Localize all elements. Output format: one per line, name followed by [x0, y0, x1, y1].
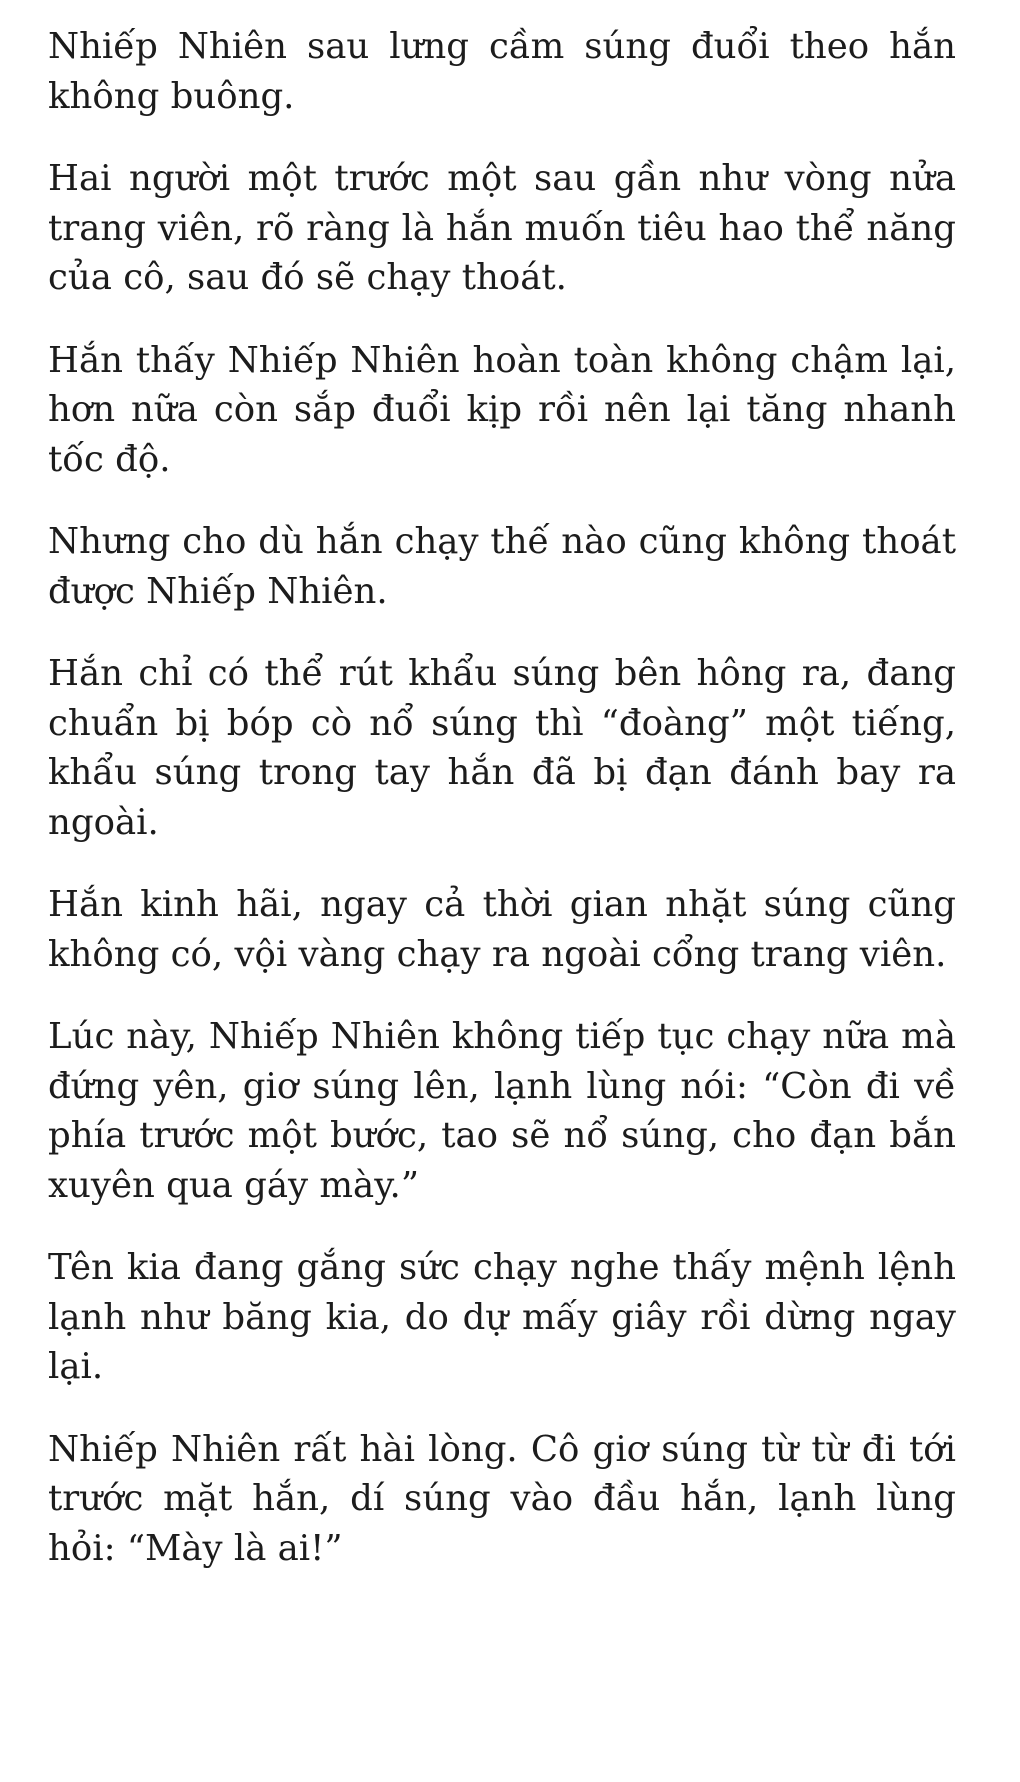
paragraph: Hai người một trước một sau gần như vòng nửa trang viên, rõ ràng là hắn muốn tiêu hao thể năng của cô, sau đó sẽ chạy thoát. [48, 158, 956, 298]
paragraph: Nhiếp Nhiên rất hài lòng. Cô giơ súng từ từ đi tới trước mặt hắn, dí súng vào đầu hắn, lạnh lùng hỏi: “Mày là ai!” [48, 1428, 956, 1569]
paragraph: Hắn thấy Nhiếp Nhiên hoàn toàn không chậm lại, hơn nữa còn sắp đuổi kịp rồi nên lại tăng nhanh tốc độ. [48, 339, 956, 480]
paragraph: Nhiếp Nhiên sau lưng cầm súng đuổi theo hắn không buông. [48, 26, 956, 117]
paragraph: Tên kia đang gắng sức chạy nghe thấy mệnh lệnh lạnh như băng kia, do dự mấy giây rồi dừng ngay lại. [48, 1247, 956, 1387]
paragraph: Nhưng cho dù hắn chạy thế nào cũng không thoát được Nhiếp Nhiên. [48, 521, 956, 612]
paragraph: Hắn kinh hãi, ngay cả thời gian nhặt súng cũng không có, vội vàng chạy ra ngoài cổng trang viên. [48, 884, 956, 975]
paragraph: Hắn chỉ có thể rút khẩu súng bên hông ra, đang chuẩn bị bóp cò nổ súng thì “đoàng” một tiếng, khẩu súng trong tay hắn đã bị đạn đánh bay ra ngoài. [48, 653, 956, 843]
paragraph: Lúc này, Nhiếp Nhiên không tiếp tục chạy nữa mà đứng yên, giơ súng lên, lạnh lùng nói: “Còn đi về phía trước một bước, tao sẽ nổ súng, cho đạn bắn xuyên qua gáy mày.” [48, 1016, 956, 1206]
